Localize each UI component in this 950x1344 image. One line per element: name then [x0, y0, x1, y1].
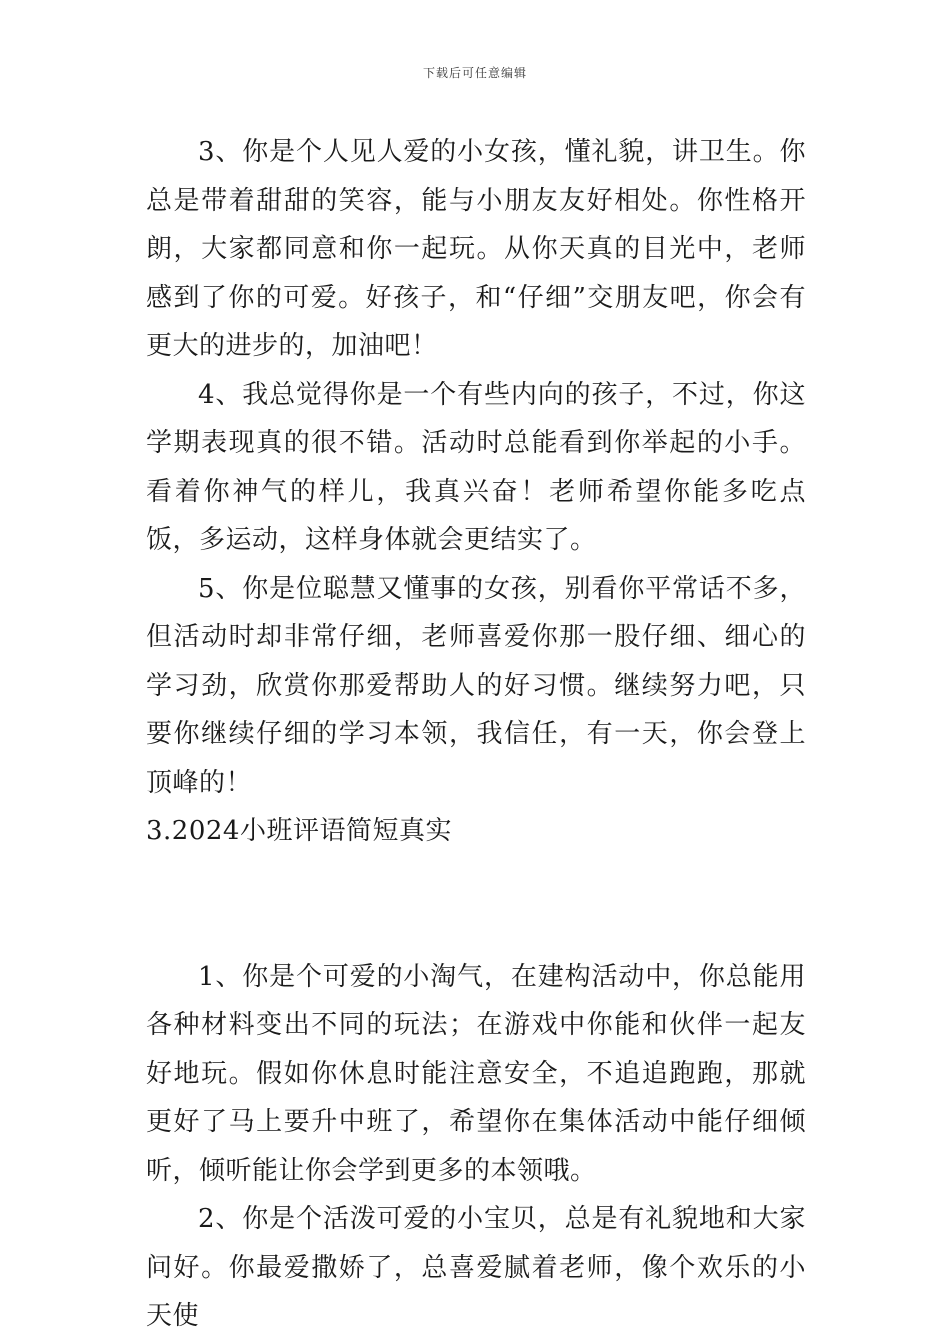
header-note: 下载后可任意编辑: [422, 66, 527, 80]
paragraph-3: 3、你是个人见人爱的小女孩，懂礼貌，讲卫生。你总是带着甜甜的笑容，能与小朋友友好相处。你性格开朗，大家都同意和你一起玩。从你天真的目光中，老师感到了你的可爱。好孩子，和“仔细”交朋友吧，你会有更大的进步的，加油吧！: [146, 137, 806, 361]
paragraph-2: 2、你是个活泼可爱的小宝贝，总是有礼貌地和大家问好。你最爱撒娇了，总喜爱腻着老师，像个欢乐的小天使: [146, 1204, 806, 1331]
paragraph-5: 5、你是位聪慧又懂事的女孩，别看你平常话不多，但活动时却非常仔细，老师喜爱你那一股仔细、细心的学习劲，欣赏你那爱帮助人的好习惯。继续努力吧，只要你继续仔细的学习本领，我信任，有一天，你会登上顶峰的！: [146, 573, 806, 798]
paragraph-1: 1、你是个可爱的小淘气，在建构活动中，你总能用各种材料变出不同的玩法；在游戏中你能和伙伴一起友好地玩。假如你休息时能注意安全，不追追跑跑，那就更好了马上要升中班了，希望你在集体活动中能仔细倾听，倾听能让你会学到更多的本领哦。: [146, 961, 806, 1186]
section-gap: [146, 856, 806, 953]
document-body: [146, 128, 806, 1341]
paragraph-4: 4、我总觉得你是一个有些内向的孩子，不过，你这学期表现真的很不错。活动时总能看到你举起的小手。看着你神气的样儿，我真兴奋！老师希望你能多吃点饭，多运动，这样身体就会更结实了。: [146, 379, 806, 555]
section-heading: 3.2024小班评语简短真实: [146, 816, 452, 846]
